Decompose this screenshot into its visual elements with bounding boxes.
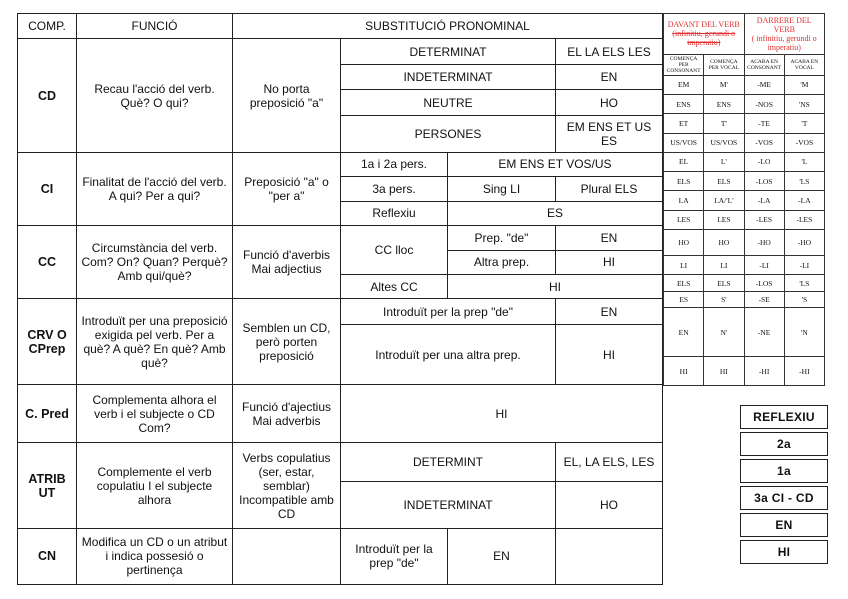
- side-cell: -TE: [744, 114, 784, 133]
- side-cell: N': [704, 307, 744, 357]
- atribut-label-determinat: DETERMINT: [341, 443, 556, 482]
- funcio-cpred: Complementa alhora el verb i el subjecte o CD Com?: [77, 385, 233, 443]
- darrere-note: ( infinitiu, gerundi o imperatiu): [751, 33, 817, 52]
- side-cell: EN: [664, 307, 704, 357]
- cd-label-neutre: NEUTRE: [341, 90, 556, 115]
- cc-value-altes: HI: [448, 274, 663, 298]
- subheader-consonant-start: COMENÇA PER CONSONANT: [664, 54, 704, 75]
- side-cell: ENS: [664, 95, 704, 114]
- darrere-header: [744, 14, 825, 55]
- ci-value-sing: Sing LI: [448, 177, 556, 201]
- side-cell: L': [704, 152, 744, 171]
- davant-title: DAVANT DEL VERB: [667, 20, 740, 30]
- side-cell: ELS: [664, 275, 704, 291]
- side-cell: M': [704, 75, 744, 94]
- subheader-consonant-end: ACABA EN CONSONANT: [744, 54, 784, 75]
- prep-cn: [233, 528, 341, 584]
- pronoun-position-table: [663, 13, 825, 386]
- side-cell: 'NS: [784, 95, 824, 114]
- crv-value-de: EN: [556, 299, 663, 324]
- side-cell: ELS: [704, 172, 744, 191]
- side-cell: -SE: [744, 291, 784, 307]
- side-cell: US/VOS: [664, 133, 704, 152]
- subheader-vowel-end: ACABA EN VOCAL: [784, 54, 824, 75]
- prep-cpred: Funció d'ajectius Mai adverbis: [233, 385, 341, 443]
- side-cell: 'LS: [784, 275, 824, 291]
- crv-value-altra: HI: [556, 324, 663, 384]
- cc-label-de: Prep. "de": [448, 226, 556, 250]
- pronoun-substitution-table: [17, 13, 663, 585]
- side-cell: HI: [704, 357, 744, 386]
- side-cell: T': [704, 114, 744, 133]
- comp-cpred: C. Pred: [18, 385, 77, 443]
- side-cell: S': [704, 291, 744, 307]
- legend: [740, 405, 828, 567]
- atribut-value-determinat: EL, LA ELS, LES: [556, 443, 663, 482]
- legend-en: EN: [740, 513, 828, 537]
- side-cell: -HO: [744, 229, 784, 255]
- side-cell: HO: [664, 229, 704, 255]
- side-cell: 'T: [784, 114, 824, 133]
- funcio-atribut: Complemente el verb copulatiu I el subjecte alhora: [77, 443, 233, 529]
- prep-crv: Semblen un CD, però porten preposició: [233, 299, 341, 385]
- side-cell: ENS: [704, 95, 744, 114]
- side-cell: LI: [704, 256, 744, 275]
- legend-2a: 2a: [740, 432, 828, 456]
- side-cell: -LES: [744, 210, 784, 229]
- cd-value-indeterminat: EN: [556, 64, 663, 89]
- legend-3a-ci-cd: 3a CI - CD: [740, 486, 828, 510]
- davant-header: [664, 14, 745, 55]
- side-cell: 'S: [784, 291, 824, 307]
- funcio-cc: Circumstància del verb. Com? On? Quan? Perquè? Amb qui/què?: [77, 226, 233, 299]
- cc-label-altes: Altes CC: [341, 274, 448, 298]
- side-cell: 'LS: [784, 172, 824, 191]
- comp-crv: CRV O CPrep: [18, 299, 77, 385]
- ci-value-reflexiu: ES: [448, 201, 663, 225]
- legend-1a: 1a: [740, 459, 828, 483]
- cn-value-de: EN: [448, 528, 556, 584]
- side-cell: LA/'L': [704, 191, 744, 210]
- header-funcio: FUNCIÓ: [77, 14, 233, 39]
- header-comp: COMP.: [18, 14, 77, 39]
- side-cell: LA: [664, 191, 704, 210]
- cc-label-altra: Altra prep.: [448, 250, 556, 274]
- side-cell: ES: [664, 291, 704, 307]
- side-cell: -LA: [744, 191, 784, 210]
- side-cell: -LI: [784, 256, 824, 275]
- side-cell: -VOS: [744, 133, 784, 152]
- side-cell: 'L: [784, 152, 824, 171]
- funcio-crv: Introduït per una preposició exigida pel verb. Per a què? A què? En què? Amb què?: [77, 299, 233, 385]
- side-cell: -LA: [784, 191, 824, 210]
- side-cell: LES: [704, 210, 744, 229]
- side-cell: -LES: [784, 210, 824, 229]
- side-cell: EL: [664, 152, 704, 171]
- side-cell: -HI: [744, 357, 784, 386]
- comp-cn: CN: [18, 528, 77, 584]
- ci-value-plural: Plural ELS: [556, 177, 663, 201]
- funcio-ci: Finalitat de l'acció del verb. A qui? Per a qui?: [77, 152, 233, 225]
- side-cell: US/VOS: [704, 133, 744, 152]
- funcio-cd: Recau l'acció del verb. Què? O qui?: [77, 39, 233, 152]
- side-cell: HO: [704, 229, 744, 255]
- davant-struck-note: (infinitiu, gerundi o imperatiu): [672, 29, 736, 48]
- comp-atribut: ATRIB UT: [18, 443, 77, 529]
- comp-ci: CI: [18, 152, 77, 225]
- side-cell: ELS: [704, 275, 744, 291]
- funcio-cn: Modifica un CD o un atribut i indica possesió o pertinença: [77, 528, 233, 584]
- header-substitucio: SUBSTITUCIÓ PRONOMINAL: [233, 14, 663, 39]
- side-cell: -NE: [744, 307, 784, 357]
- ci-label-1a2a: 1a i 2a pers.: [341, 152, 448, 176]
- cd-value-determinat: EL LA ELS LES: [556, 39, 663, 64]
- side-cell: EM: [664, 75, 704, 94]
- prep-cc: Funció d'averbis Mai adjectius: [233, 226, 341, 299]
- side-cell: HI: [664, 357, 704, 386]
- side-cell: -LI: [744, 256, 784, 275]
- comp-cd: CD: [18, 39, 77, 152]
- cc-value-de: EN: [556, 226, 663, 250]
- side-cell: -ME: [744, 75, 784, 94]
- cd-value-neutre: HO: [556, 90, 663, 115]
- cc-value-altra: HI: [556, 250, 663, 274]
- side-cell: ET: [664, 114, 704, 133]
- ci-label-3a: 3a pers.: [341, 177, 448, 201]
- side-cell: 'N: [784, 307, 824, 357]
- cn-empty-cell: [556, 528, 663, 584]
- cn-label-de: Introduït per la prep "de": [341, 528, 448, 584]
- atribut-value-indeterminat: HO: [556, 481, 663, 528]
- side-cell: 'M: [784, 75, 824, 94]
- cd-label-indeterminat: INDETERMINAT: [341, 64, 556, 89]
- ci-value-1a2a: EM ENS ET VOS/US: [448, 152, 663, 176]
- legend-reflexiu: REFLEXIU: [740, 405, 828, 429]
- cd-label-persones: PERSONES: [341, 115, 556, 152]
- legend-hi: HI: [740, 540, 828, 564]
- side-cell: ELS: [664, 172, 704, 191]
- side-cell: LES: [664, 210, 704, 229]
- side-cell: LI: [664, 256, 704, 275]
- side-cell: -HI: [784, 357, 824, 386]
- side-cell: -LOS: [744, 275, 784, 291]
- subheader-vowel-start: COMENÇA PER VOCAL: [704, 54, 744, 75]
- prep-cd: No porta preposició "a": [233, 39, 341, 152]
- side-cell: -LO: [744, 152, 784, 171]
- darrere-title: DARRERE DEL VERB: [756, 15, 812, 34]
- side-cell: -HO: [784, 229, 824, 255]
- cd-label-determinat: DETERMINAT: [341, 39, 556, 64]
- cc-label-lloc: CC lloc: [341, 226, 448, 275]
- side-cell: -LOS: [744, 172, 784, 191]
- side-cell: -NOS: [744, 95, 784, 114]
- side-cell: -VOS: [784, 133, 824, 152]
- comp-cc: CC: [18, 226, 77, 299]
- crv-label-altra: Introduït per una altra prep.: [341, 324, 556, 384]
- atribut-label-indeterminat: INDETERMINAT: [341, 481, 556, 528]
- prep-atribut: Verbs copulatius (ser, estar, semblar) Incompatible amb CD: [233, 443, 341, 529]
- ci-label-reflexiu: Reflexiu: [341, 201, 448, 225]
- prep-ci: Preposició "a" o "per a": [233, 152, 341, 225]
- cpred-value: HI: [341, 385, 663, 443]
- crv-label-de: Introduït per la prep "de": [341, 299, 556, 324]
- cd-value-persones: EM ENS ET US ES: [556, 115, 663, 152]
